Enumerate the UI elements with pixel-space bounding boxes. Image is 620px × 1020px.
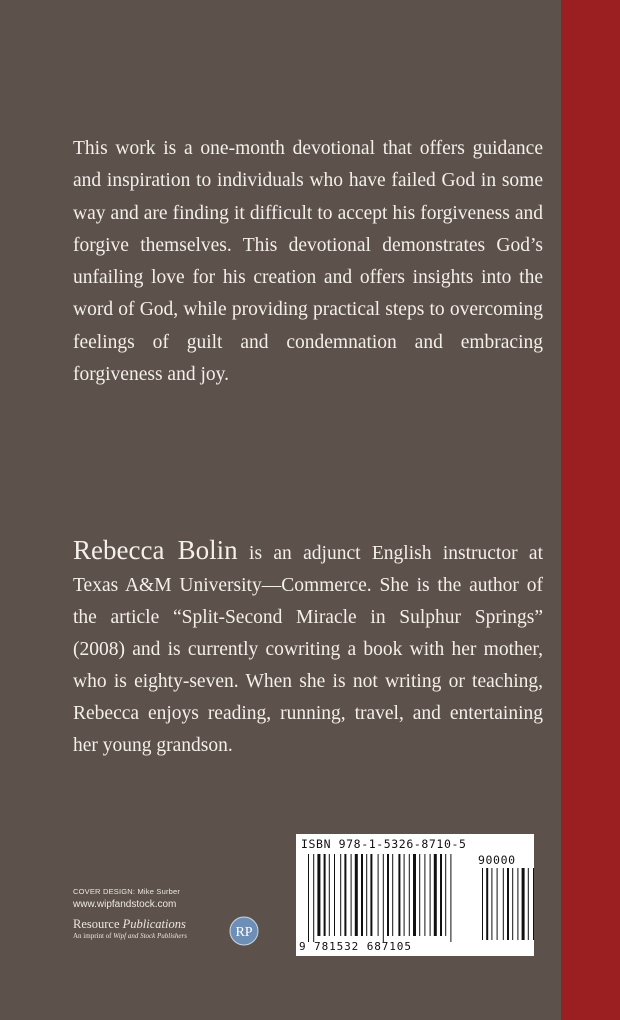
isbn-label: ISBN 978-1-5326-8710-5 (301, 837, 467, 851)
author-bio (73, 534, 543, 762)
imprint-prefix: An imprint of (73, 932, 112, 940)
addon-code: 90000 (478, 853, 516, 867)
ean-digits: 9 781532 687105 (299, 940, 412, 953)
cover-design-credit: COVER DESIGN: Mike Surber (73, 887, 181, 896)
author-name: Rebecca Bolin (73, 535, 238, 565)
imprint-name: Wipf and Stock Publishers (113, 932, 187, 940)
isbn-barcode (296, 834, 534, 956)
publisher-name-word2: Publications (122, 917, 186, 931)
publisher-website: www.wipfandstock.com (73, 899, 177, 910)
author-bio-text: is an adjunct English instructor at Texas A&M University—Commerce. She is the author of the article “Split-Second Miracle in Sulphur Springs” (2008) and is currently cowriting a book with her mother, who is eighty-seven. When she is not writing or teaching, Rebecca enjoys reading, running, travel, and entertaining her young grandson. (73, 543, 543, 756)
barcode-bars-graphic (296, 834, 534, 956)
publisher-name-word1: Resource (73, 917, 120, 931)
rp-logo-icon (229, 916, 259, 946)
svg-text:RP: RP (235, 925, 253, 940)
book-description: This work is a one-month devotional that offers guidance and inspiration to individuals who have failed God in some way and are finding it difficult to accept his forgiveness and forgive themselves. This devotional demonstrates God’s unfailing love for his creation and offers insights into the word of God, while providing practical steps to overcoming feelings of guilt and condemnation and embracing forgiveness and joy. (73, 138, 543, 386)
red-spine-strip (561, 0, 620, 1020)
